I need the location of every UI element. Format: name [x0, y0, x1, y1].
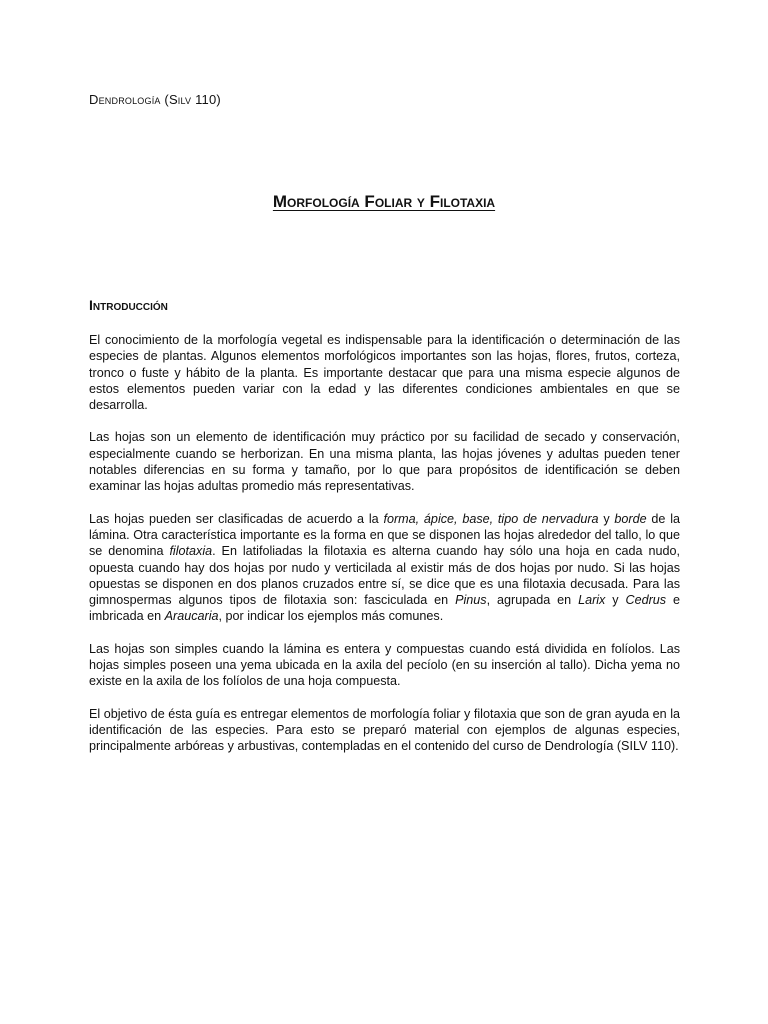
paragraph-2: Las hojas son un elemento de identificación muy práctico por su facilidad de secado y conservación, especialmente cuando se herborizan. En una misma planta, las hojas jóvenes y adultas pueden tener notables diferencias en su forma y tamaño, por lo que para propósitos de identificación se deben examinar las hojas adultas promedio más representativas. — [89, 430, 680, 494]
paragraph-3-italic-term: Araucaria — [164, 609, 219, 624]
paragraph-3-italic-term: Pinus — [455, 593, 487, 608]
course-header: Dendrología (Silv 110) — [89, 92, 221, 107]
paragraph-3-text: y — [605, 593, 626, 608]
paragraph-3-text: y — [598, 511, 615, 526]
paragraph-1: El conocimiento de la morfología vegetal es indispensable para la identificación o determinación de las especies de plantas. Algunos elementos morfológicos importantes son las hojas, flores, frutos, corteza, tronco o fuste y hábito de la planta. Es importante destacar que para una misma especie algunos de estos elementos pueden variar con la edad y las diferentes condiciones ambientales en que se desarrolla. — [89, 333, 680, 413]
paragraph-3-italic-term: forma, ápice, base, tipo de nervadura — [383, 511, 599, 526]
paragraph-3-text: de la lámina. Otra característica importante es la forma en que se disponen las hojas alrededor del tallo, lo que se denomina — [89, 511, 681, 559]
section-heading-introduccion: Introducción — [89, 297, 168, 313]
paragraph-3-italic-term: Cedrus — [625, 593, 667, 608]
paragraph-3 — [89, 511, 680, 625]
paragraph-3-text: Las hojas pueden ser clasificadas de acuerdo a la — [89, 511, 384, 526]
paragraph-3-italic-term: Larix — [578, 593, 606, 608]
paragraph-3-text: , por indicar los ejemplos más comunes. — [218, 609, 444, 624]
paragraph-3-text: . En latifoliadas la filotaxia es alterna cuando hay sólo una hoja en cada nudo, opuesta cuando hay dos hojas por nudo y verticilada al existir más de dos hojas por nudo. Si las hojas opuestas se disponen en dos planos cruzados entre sí, se dice que es una filotaxia decusada. Para las gimnospermas algunos tipos de filotaxia son: fasciculada en — [89, 544, 680, 608]
paragraph-3-italic-term: borde — [614, 511, 647, 526]
paragraph-3-text: e imbricada en — [89, 593, 681, 624]
paragraph-3-text: , agrupada en — [486, 593, 579, 608]
paragraph-3-italic-term: filotaxia — [169, 544, 213, 559]
document-title: Morfología Foliar y Filotaxia — [272, 192, 496, 211]
paragraph-5: El objetivo de ésta guía es entregar elementos de morfología foliar y filotaxia que son de gran ayuda en la identificación de las especies. Para esto se preparó material con ejemplos de algunas especies, principalmente arbóreas y arbustivas, contempladas en el contenido del curso de Dendrología (SILV 110). — [89, 706, 680, 754]
paragraph-4: Las hojas son simples cuando la lámina es entera y compuestas cuando está dividida en folíolos. Las hojas simples poseen una yema ubicada en la axila del pecíolo (en su inserción al tallo). Dicha yema no existe en la axila de los folíolos de una hoja compuesta. — [89, 641, 680, 689]
body-text — [89, 332, 680, 771]
